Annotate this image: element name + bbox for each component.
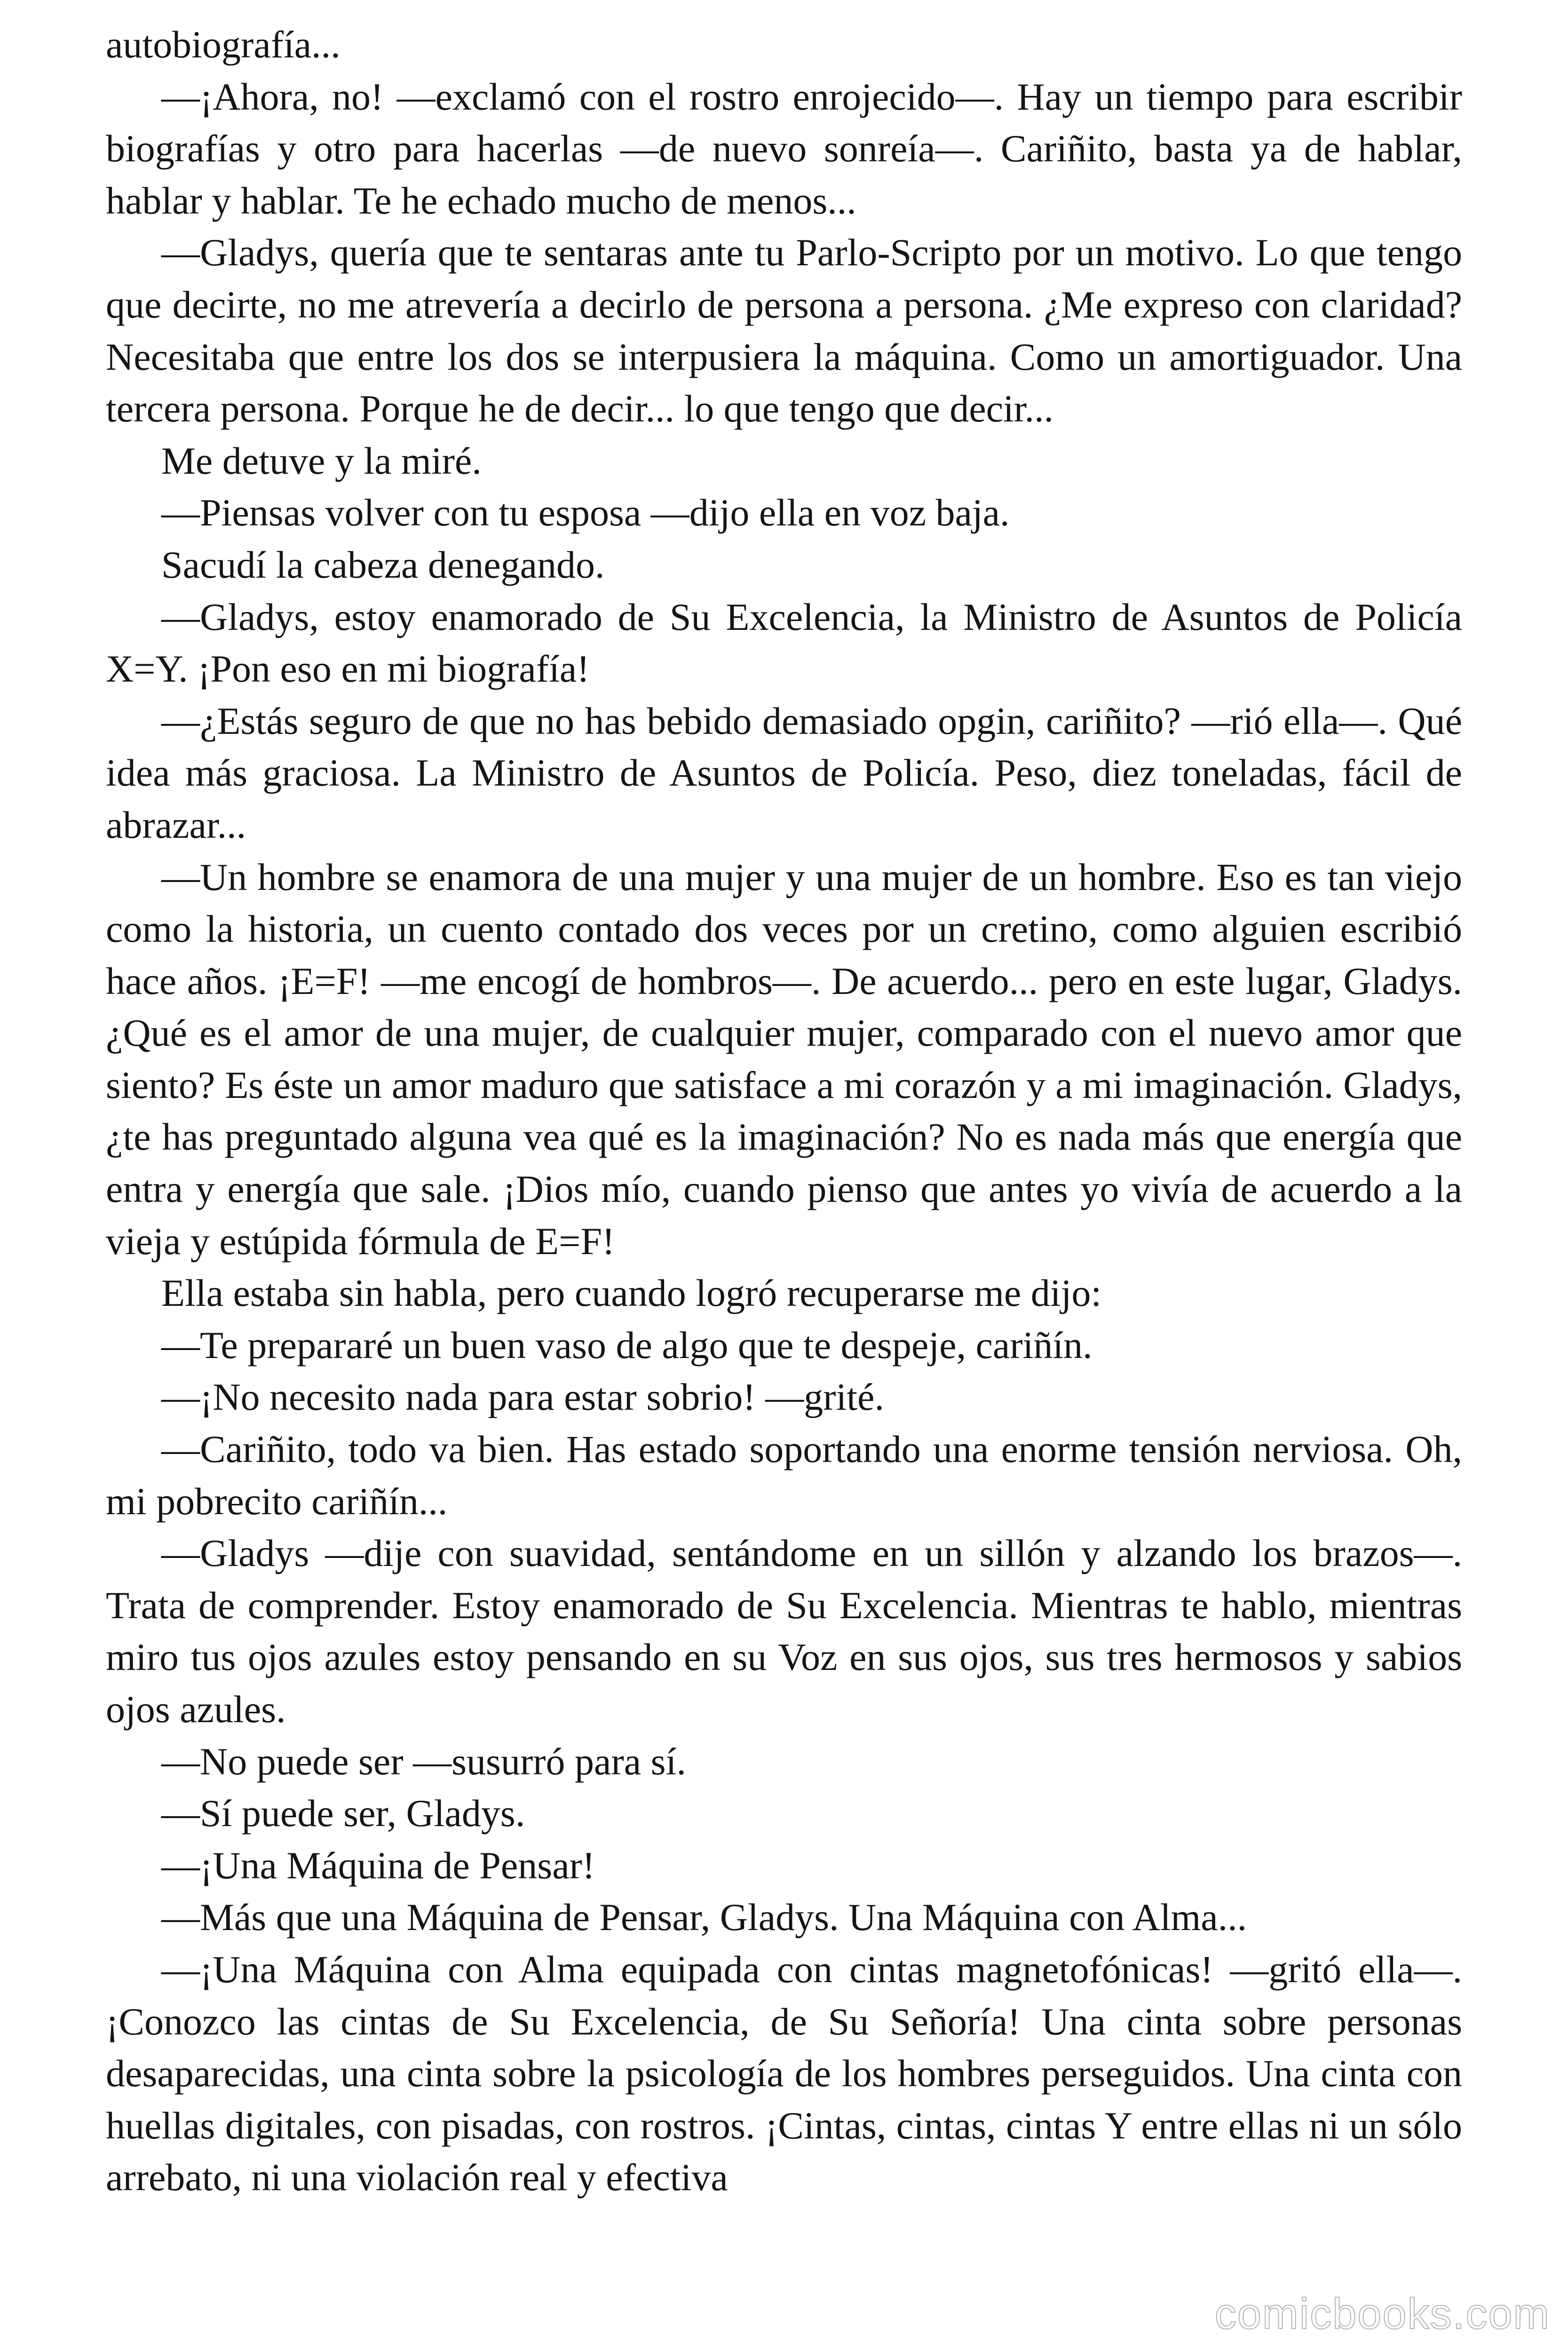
paragraph: —Te prepararé un buen vaso de algo que te despeje, cariñín.: [161, 1323, 1093, 1367]
paragraph: —¿Estás seguro de que no has bebido demasiado opgin, cariñito? —rió ella—. Qué idea más graciosa. La Ministro de Asuntos de Policía. Peso, diez toneladas, fácil de abrazar...: [106, 699, 1462, 846]
paragraph: autobiografía...: [106, 23, 341, 66]
paragraph: —Cariñito, todo va bien. Has estado soportando una enorme tensión nerviosa. Oh, mi pobrecito cariñín...: [106, 1428, 1462, 1523]
paragraph: —¡Ahora, no! —exclamó con el rostro enrojecido—. Hay un tiempo para escribir biografías y otro para hacerlas —de nuevo sonreía—. Cariñito, basta ya de hablar, hablar y hablar. Te he echado mucho de menos...: [106, 75, 1462, 222]
paragraph: —Gladys, quería que te sentaras ante tu Parlo-Scripto por un motivo. Lo que tengo que decirte, no me atrevería a decirlo de persona a persona. ¿Me expreso con claridad? Necesitaba que entre los dos se interpusiera la máquina. Como un amortiguador. Una tercera persona. Porque he de decir... lo que tengo que decir...: [106, 231, 1462, 430]
paragraph: —Más que una Máquina de Pensar, Gladys. Una Máquina con Alma...: [161, 1896, 1247, 1939]
paragraph: —Gladys —dije con suavidad, sentándome en un sillón y alzando los brazos—. Trata de comprender. Estoy enamorado de Su Excelencia. Mientras te hablo, mientras miro tus ojos azules estoy pensando en su Voz en sus ojos, sus tres hermosos y sabios ojos azules.: [106, 1532, 1462, 1731]
paragraph: —¡Una Máquina de Pensar!: [161, 1843, 595, 1887]
paragraph: —Piensas volver con tu esposa —dijo ella en voz baja.: [161, 491, 1010, 534]
document-page: [106, 19, 1462, 2204]
paragraph: —¡No necesito nada para estar sobrio! —grité.: [161, 1375, 884, 1419]
paragraph: —No puede ser —susurró para sí.: [161, 1740, 686, 1783]
paragraph: —Un hombre se enamora de una mujer y una mujer de un hombre. Eso es tan viejo como la historia, un cuento contado dos veces por un cretino, como alguien escribió hace años. ¡E=F! —me encogí de hombros—. De acuerdo... pero en este lugar, Gladys. ¿Qué es el amor de una mujer, de cualquier mujer, comparado con el nuevo amor que siento? Es éste un amor maduro que satisface a mi corazón y a mi imaginación. Gladys, ¿te has preguntado alguna vea qué es la imaginación? No es nada más que energía que entra y energía que sale. ¡Dios mío, cuando pienso que antes yo vivía de acuerdo a la vieja y estúpida fórmula de E=F!: [106, 855, 1462, 1263]
paragraph: —¡Una Máquina con Alma equipada con cintas magnetofónicas! —gritó ella—. ¡Conozco las cintas de Su Excelencia, de Su Señoría! Una cinta sobre personas desaparecidas, una cinta sobre la psicología de los hombres perseguidos. Una cinta con huellas digitales, con pisadas, con rostros. ¡Cintas, cintas, cintas Y entre ellas ni un sólo arrebato, ni una violación real y efectiva: [106, 1947, 1462, 2199]
watermark: comicbooks.com: [1214, 2290, 1550, 2338]
paragraph: Me detuve y la miré.: [161, 439, 482, 482]
paragraph: Sacudí la cabeza denegando.: [161, 543, 605, 586]
paragraph: Ella estaba sin habla, pero cuando logró recuperarse me dijo:: [161, 1271, 1102, 1315]
paragraph: —Sí puede ser, Gladys.: [161, 1792, 525, 1835]
paragraph: —Gladys, estoy enamorado de Su Excelencia, la Ministro de Asuntos de Policía X=Y. ¡Pon eso en mi biografía!: [106, 595, 1462, 691]
